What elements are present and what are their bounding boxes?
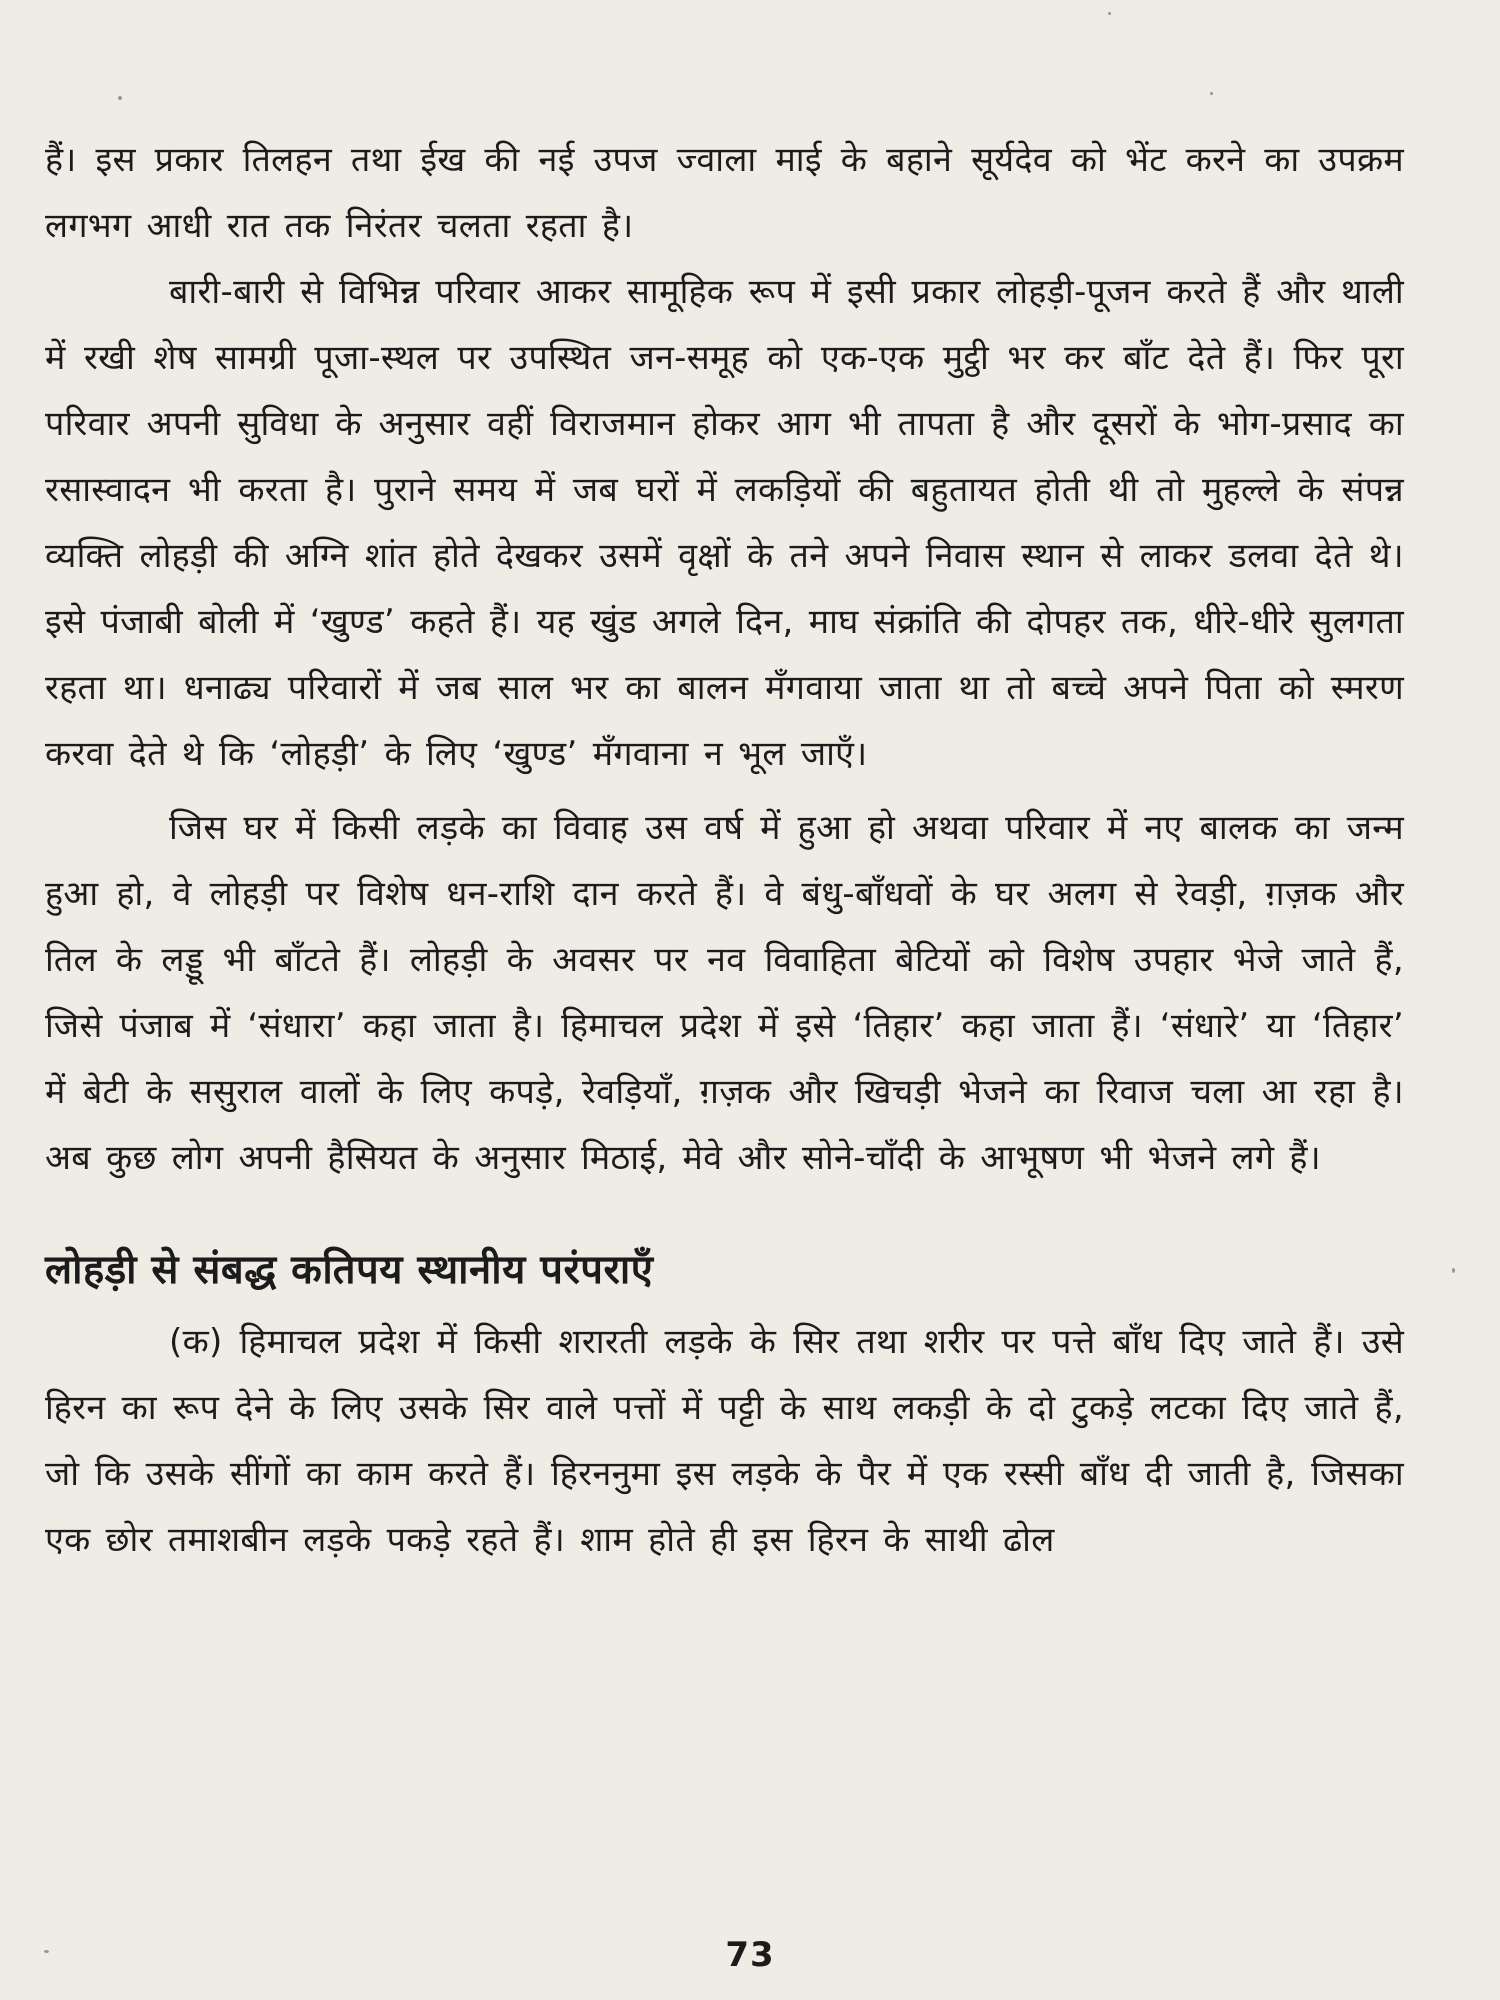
scan-speck: [1452, 1268, 1455, 1273]
scan-speck: [1108, 12, 1111, 15]
section-heading: लोहड़ी से संबद्ध कतिपय स्थानीय परंपराएँ: [45, 1247, 654, 1293]
page-number: 73: [725, 1935, 775, 1975]
paragraph-himachal-tradition: (क) हिमाचल प्रदेश में किसी शरारती लड़के के सिर तथा शरीर पर पत्ते बाँध दिए जाते हैं। उसे हिरन का रूप देने के लिए उसके सिर वाले पत्तों में पट्टी के साथ लकड़ी के दो टुकड़े लटका दिए जाते हैं, जो कि उसके सींगों का काम करते हैं। हिरननुमा इस लड़के के पैर में एक रस्सी बाँध दी जाती है, जिसका एक छोर तमाशबीन लड़के पकड़े रहते हैं। शाम होते ही इस हिरन के साथी ढोल: [45, 1322, 1404, 1560]
scan-speck: [118, 96, 122, 100]
scan-speck: [44, 1950, 49, 1953]
paragraph-lohri-puja: बारी-बारी से विभिन्न परिवार आकर सामूहिक रूप में इसी प्रकार लोहड़ी-पूजन करते हैं और थाली में रखी शेष सामग्री पूजा-स्थल पर उपस्थित जन-समूह को एक-एक मुट्ठी भर कर बाँट देते हैं। फिर पूरा परिवार अपनी सुविधा के अनुसार वहीं विराजमान होकर आग भी तापता है और दूसरों के भोग-प्रसाद का रसास्वादन भी करता है। पुराने समय में जब घरों में लकड़ियों की बहुतायत होती थी तो मुहल्ले के संपन्न व्यक्ति लोहड़ी की अग्नि शांत होते देखकर उसमें वृक्षों के तने अपने निवास स्थान से लाकर डलवा देते थे। इसे पंजाबी बोली में ‘खुण्ड’ कहते हैं। यह खुंड अगले दिन, माघ संक्रांति की दोपहर तक, धीरे-धीरे सुलगता रहता था। धनाढ्य परिवारों में जब साल भर का बालन मँगवाया जाता था तो बच्चे अपने पिता को स्मरण करवा देते थे कि ‘लोहड़ी’ के लिए ‘खुण्ड’ मँगवाना न भूल जाएँ।: [45, 272, 1404, 774]
paragraph-continuation: हैं। इस प्रकार तिलहन तथा ईख की नई उपज ज्वाला माई के बहाने सूर्यदेव को भेंट करने का उपक्रम लगभग आधी रात तक निरंतर चलता रहता है।: [45, 140, 1404, 246]
paragraph-sandhara: जिस घर में किसी लड़के का विवाह उस वर्ष में हुआ हो अथवा परिवार में नए बालक का जन्म हुआ हो, वे लोहड़ी पर विशेष धन-राशि दान करते हैं। वे बंधु-बाँधवों के घर अलग से रेवड़ी, ग़ज़क और तिल के लड्डू भी बाँटते हैं। लोहड़ी के अवसर पर नव विवाहिता बेटियों को विशेष उपहार भेजे जाते हैं, जिसे पंजाब में ‘संधारा’ कहा जाता है। हिमाचल प्रदेश में इसे ‘तिहार’ कहा जाता हैं। ‘संधारे’ या ‘तिहार’ में बेटी के ससुराल वालों के लिए कपड़े, रेवड़ियाँ, ग़ज़क और खिचड़ी भेजने का रिवाज चला आ रहा है। अब कुछ लोग अपनी हैसियत के अनुसार मिठाई, मेवे और सोने-चाँदी के आभूषण भी भेजने लगे हैं।: [45, 808, 1404, 1178]
scan-speck: [1210, 92, 1213, 95]
